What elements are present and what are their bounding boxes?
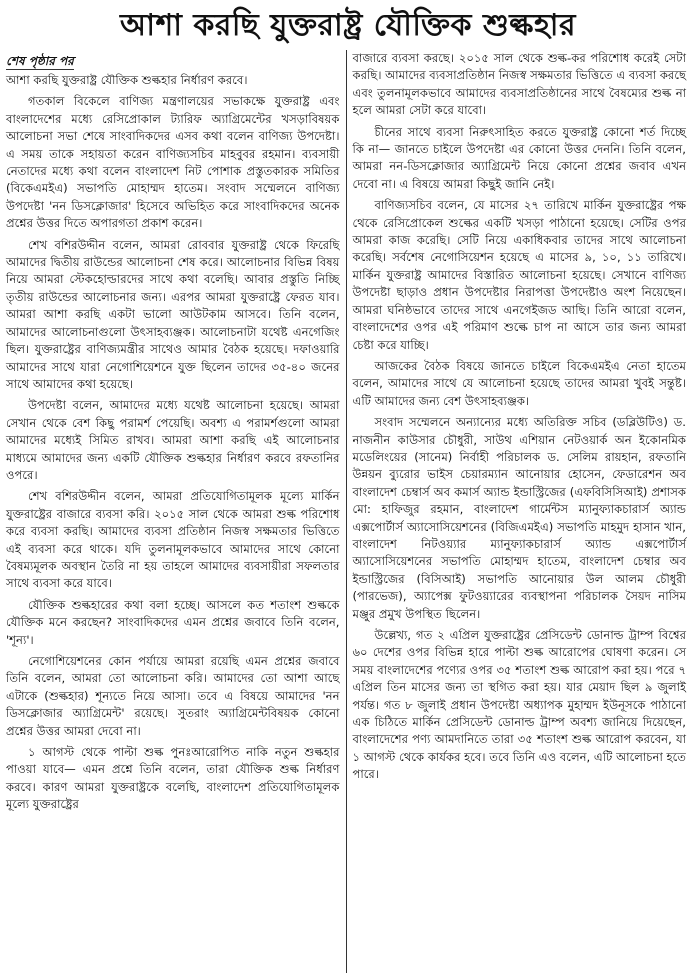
right-column	[347, 50, 693, 973]
article-body	[4, 50, 692, 973]
continuation-kicker: শেষ পৃষ্ঠার পর	[6, 54, 74, 68]
paragraph: উল্লেখ্য, গত ২ এপ্রিল যুক্তরাষ্ট্রের প্রেসিডেন্ট ডোনাল্ড ট্রাম্প বিশ্বের ৬০ দেশের ওপর বিভিন্ন হারে পাল্টা শুল্ক আরোপের ঘোষণা করেন। সে সময় বাংলাদেশের পণ্যের ওপর ৩৫ শতাংশ শুল্ক আরোপ করা হয়। পরে ৭ এপ্রিল তিন মাসের জন্য তা স্থগিত করা হয়। যার মেয়াদ ছিল ৯ জুলাই পর্যন্ত। গত ৮ জুলাই প্রধান উপদেষ্টা অধ্যাপক মুহাম্মদ ইউনূসকে পাঠানো এক চিঠিতে মার্কিন প্রেসিডেন্ট ডোনাল্ড ট্রাম্প অবশ্য জানিয়ে দিয়েছেন, বাংলাদেশের পণ্য আমদানিতে তারা ৩৫ শতাংশ শুল্ক আরোপ করবেন, যা ১ আগস্ট থেকে কার্যকর হবে। তবে তিনি এও বলেন, এটি আলোচনা হতে পারে।	[352, 628, 686, 782]
paragraph: গতকাল বিকেলে বাণিজ্য মন্ত্রণালয়ের সভাকক্ষে যুক্তরাষ্ট্র এবং বাংলাদেশের মধ্যে রেসিপ্রোকাল ট্যারিফ অ্যাগ্রিমেন্টের খসড়াবিষয়ক আলোচনা সভা শেষে সাংবাদিকদের এসব কথা বলেন বাণিজ্য উপদেষ্টা। এ সময় তাকে সহায়তা করেন বাণিজ্যসচিব মাহবুবর রহমান। ব্যবসায়ী নেতাদের মধ্যে কথা বলেন বাংলাদেশ নিট পোশাক প্রস্তুতকারক সমিতির (বিকেএমইএ) সভাপতি মোহাম্মদ হাতেম। সংবাদ সম্মেলনে বাণিজ্য উপদেষ্টা 'নন ডিসক্লোজার' হিসেবে অভিহিত করে সাংবাদিকদের অনেক প্রশ্নের উত্তর দিতে অপারগতা প্রকাশ করেন।	[6, 94, 340, 231]
paragraph: শেখ বশিরউদ্দীন বলেন, আমরা রোববার যুক্তরাষ্ট্র থেকে ফিরেছি আমাদের দ্বিতীয় রাউন্ডের আলোচনা শেষ করে। আলোচনার বিভিন্ন বিষয় নিয়ে আমরা স্টেকহোল্ডারদের সাথে কথা বলেছি। আবার প্রস্তুতি নিচ্ছি তৃতীয় রাউন্ডের আলোচনার জন্য। এরপর আমরা যুক্তরাষ্ট্রে ফেরত যাব। আমরা আশা করছি একটা ভালো আউটকাম আসবে। তিনি বলেন, আমাদের আলোচনাগুলো উৎসাহব্যঞ্জক। আলোচনাটা যথেষ্ট এনগেজিং ছিল। যুক্তরাষ্ট্রের বাণিজ্যমন্ত্রীর সাথেও আমার বৈঠক হয়েছে। দফাওয়ারি আমাদের সাথে যারা নেগোশিয়েশনে যুক্ত ছিলেন তাদের ৩৫-৪০ জনের সাথে আমাদের কথা হয়েছে।	[6, 237, 340, 391]
paragraph: সংবাদ সম্মেলনে অন্যান্যের মধ্যে অতিরিক্ত সচিব (ডব্লিউটিও) ড. নাজনীন কাউসার চৌধুরী, সাউথ এশিয়ান নেটওয়ার্ক অন ইকোনমিক মডেলিংয়ের (সানেম) নির্বাহী পরিচালক ড. সেলিম রায়হান, রফতানি উন্নয়ন ব্যুরোর ভাইস চেয়ারম্যান আনোয়ার হোসেন, ফেডারেশন অব বাংলাদেশ চেম্বার্স অব কমার্স অ্যান্ড ইন্ডাস্ট্রিজের (এফবিসিসিআই) প্রশাসক মো: হাফিজুর রহমান, বাংলাদেশ গার্মেন্টস ম্যানুফ্যাকচারার্স অ্যান্ড এক্সপোর্টার্স অ্যাসোসিয়েশনের (বিজিএমইএ) সভাপতি মাহমুদ হাসান খান, বাংলাদেশ নিটওয়্যার ম্যানুফ্যাকচারার্স অ্যান্ড এক্সপোর্টার্স অ্যাসোসিয়েশনের সভাপতি মোহাম্মদ হাতেম, বাংলাদেশ চেম্বার অব ইন্ডাস্ট্রিজের (বিসিআই) সভাপতি আনোয়ার উল আলম চৌধুরী (পারভেজ), অ্যাপেক্স ফুটওয়্যারের ব্যবস্থাপনা পরিচালক সৈয়দ নাসিম মঞ্জুর প্রমুখ উপস্থিত ছিলেন।	[352, 415, 686, 621]
paragraph: আশা করছি যুক্তরাষ্ট্র যৌক্তিক শুল্কহার নির্ধারণ করবে।	[6, 73, 248, 87]
paragraph: আজকের বৈঠক বিষয়ে জানতে চাইলে বিকেএমইএ নেতা হাতেম বলেন, আমাদের সাথে যে আলোচনা হয়েছে তাদের আমরা খুবই সন্তুষ্ট। এটি আমাদের জন্য বেশ উৎসাহব্যঞ্জক।	[352, 358, 686, 408]
paragraph: চীনের সাথে ব্যবসা নিরুৎসাহিত করতে যুক্তরাষ্ট্র কোনো শর্ত দিচ্ছে কি না— জানতে চাইলে উপদেষ্টা এর কোনো উত্তর দেননি। তিনি বলেন, আমরা নন-ডিসক্লোজার অ্যাগ্রিমেন্ট নিয়ে কোনো প্রশ্নের জবাব এখন দেবো না। এ বিষয়ে আমরা কিছুই জানি নেই।	[352, 124, 686, 191]
paragraph: উপদেষ্টা বলেন, আমাদের মধ্যে যথেষ্ট আলোচনা হয়েছে। আমরা সেখান থেকে বেশ কিছু পরামর্শ পেয়েছি। অবশ্য এ পরামর্শগুলো আমরা আমাদের মধ্যেই সিমিত রাখব। আমরা আশা করছি এই আলোচনার মাধ্যমে আমাদের জন্য একটি যৌক্তিক শুল্কহার নির্ধারণ করবে রফতানির ওপরে।	[6, 398, 340, 482]
headline: আশা করছি যুক্তরাষ্ট্র যৌক্তিক শুল্কহার	[120, 8, 576, 43]
left-column	[4, 50, 347, 973]
paragraph: বাজারে ব্যবসা করছে। ২০১৫ সাল থেকে শুল্ক-কর পরিশোধ করেই সেটা করছি। আমাদের ব্যবসাপ্রতিষ্ঠান নিজস্ব সক্ষমতার ভিত্তিতে এ ব্যবসা করছে এবং তুলনামূলকভাবে আমাদের ব্যবসাপ্রতিষ্ঠানের সাথে বৈষম্যের শুল্ক না হলে আমরা সেটা করে যাবো।	[352, 51, 686, 118]
paragraph: শেখ বশিরউদ্দীন বলেন, আমরা প্রতিযোগিতামূলক মূল্যে মার্কিন যুক্তরাষ্ট্রের বাজারে ব্যবসা করি। ২০১৫ সাল থেকে আমরা শুল্ক পরিশোধ করে ব্যবসা করছি। আমাদের ব্যবসা প্রতিষ্ঠান নিজস্ব সক্ষমতার ভিত্তিতে এই ব্যবসা করে থাকে। যদি তুলনামূলকভাবে আমাদের সাথে কোনো বৈষম্যমূলক অবস্থান তৈরি না হয় তাহলে আমাদের ব্যবসায়ীরা সফলতার সাথে ব্যবসা করে যাবে।	[6, 489, 340, 591]
paragraph: বাণিজ্যসচিব বলেন, যে মাসের ২৭ তারিখে মার্কিন যুক্তরাষ্ট্রের পক্ষ থেকে রেসিপ্রোকেল শুল্কের একটি খসড়া পাঠানো হয়েছে। সেটির ওপর আমরা কাজ করেছি। সেটি নিয়ে একাধিকবার তাদের সাথে আলোচনা করেছি। সর্বশেষ নেগোসিয়েশন হয়েছে এ মাসের ৯, ১০, ১১ তারিখে। মার্কিন যুক্তরাষ্ট্র আমাদের বিস্তারিত আলোচনা হয়েছে। সেখানে বাণিজ্য উপদেষ্টা ছাড়াও প্রধান উপদেষ্টার নিরাপত্তা উপদেষ্টাও অংশ নিয়েছেন। আমরা ঘনিষ্ঠভাবে তাদের সাথে এনগেইজড আছি। তিনি আরো বলেন, বাংলাদেশের ওপর এই পরিমাণ শুল্কে চাপ না আসে তার জন্য আমরা চেষ্টা করে যাচ্ছি।	[352, 198, 686, 352]
paragraph: নেগোশিয়েশনের কোন পর্যায়ে আমরা রয়েছি এমন প্রশ্নের জবাবে তিনি বলেন, আমরা তো আলোচনা করি। আমাদের তো আশা আছে এটাকে (শুল্কহার) শূন্যতে নিয়ে আসা। তবে এ বিষয়ে আমাদের 'নন ডিসক্লোজার অ্যাগ্রিমেন্ট' রয়েছে। সুতরাং অ্যাগ্রিমেন্টবিষয়ক কোনো প্রশ্নের উত্তর আমরা দেবো না।	[6, 654, 340, 738]
paragraph: ১ আগস্ট থেকে পাল্টা শুল্ক পুনঃআরোপিত নাকি নতুন শুল্কহার পাওয়া যাবে— এমন প্রশ্নে তিনি বলেন, তারা যৌক্তিক শুল্ক নির্ধারণ করবে। কারণ আমরা যুক্তরাষ্ট্রকে বলেছি, বাংলাদেশ প্রতিযোগিতামূলক মূল্যে যুক্তরাষ্ট্রের	[6, 745, 340, 812]
paragraph: যৌক্তিক শুল্কহারের কথা বলা হচ্ছে। আসলে কত শতাংশ শুল্ককে যৌক্তিক মনে করছেন? সাংবাদিকদের এমন প্রশ্নের জবাবে তিনি বলেন, 'শূন্য'।	[6, 597, 340, 647]
